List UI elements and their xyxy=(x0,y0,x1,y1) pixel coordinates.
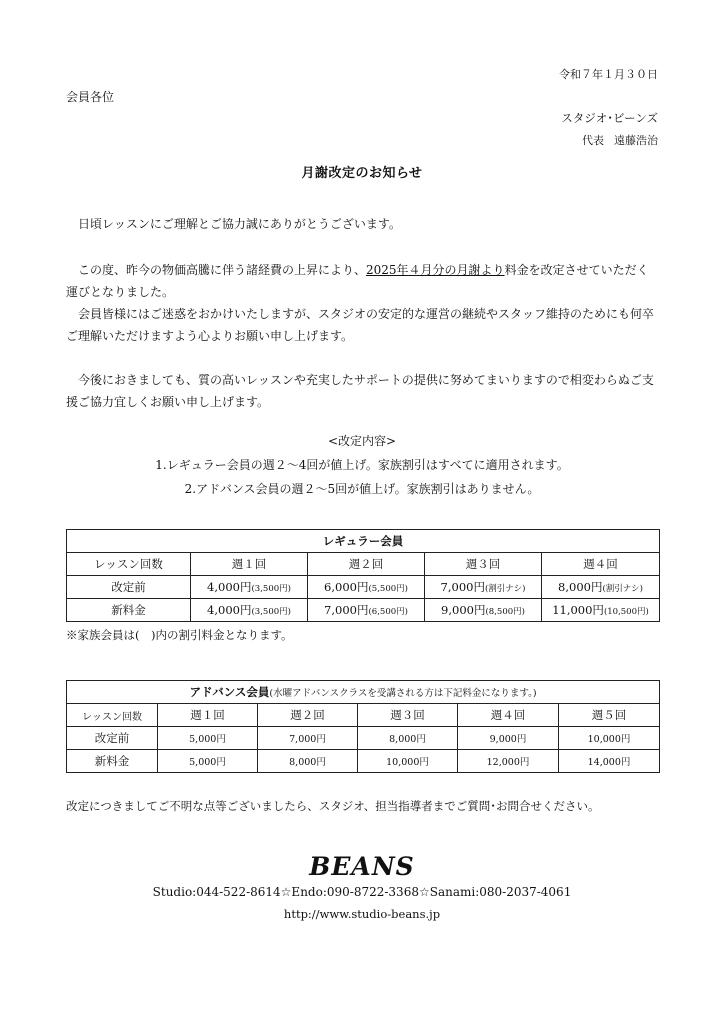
column-header: 週５回 xyxy=(559,704,660,727)
announcement-text-2: 料金を改定させていただく運びとなりました。 xyxy=(66,263,649,299)
price-family: (8,500円) xyxy=(485,607,525,617)
document-date: 令和７年１月３０日 xyxy=(559,68,658,81)
price-main: 8,000円 xyxy=(558,580,603,594)
price-main: 4,000円 xyxy=(207,580,252,594)
contact-line: Studio:044-522-8614☆Endo:090-8722-3368☆Sanami:080-2037-4061 xyxy=(152,885,572,899)
column-header: 週４回 xyxy=(458,704,559,727)
price-cell xyxy=(425,599,542,622)
row-label: 新料金 xyxy=(67,750,158,773)
advance-table-title xyxy=(67,681,660,704)
family-discount-note: ※家族会員は( )内の割引料金となります。 xyxy=(66,628,293,642)
rep-title: 代表 xyxy=(582,134,604,147)
column-header: 週２回 xyxy=(308,553,425,576)
price-main: 11,000円 xyxy=(552,603,604,617)
advance-table-header-row xyxy=(67,704,660,727)
price-family: (割引ナシ) xyxy=(602,584,643,594)
price-cell: 7,000円 xyxy=(258,727,358,750)
price-cell xyxy=(308,576,425,599)
document-title: 月謝改定のお知らせ xyxy=(301,166,423,181)
price-cell: 10,000円 xyxy=(358,750,458,773)
row-label: 改定前 xyxy=(67,727,158,750)
price-family: (3,500円) xyxy=(251,584,291,594)
logo-text: BEANS xyxy=(309,852,415,881)
table-row xyxy=(67,599,660,622)
row-label: 新料金 xyxy=(67,599,191,622)
table-row xyxy=(67,727,660,750)
price-main: 6,000円 xyxy=(324,580,369,594)
advance-title-note: (水曜アドバンスクラスを受講される方は下記料金になります。) xyxy=(269,688,537,699)
price-cell: 10,000円 xyxy=(559,727,660,750)
closing-text: 改定につきましてご不明な点等ございましたら、スタジオ、担当指導者までご質問･お問合せください。 xyxy=(66,799,600,813)
changes-heading: <改定内容> xyxy=(327,434,397,448)
price-cell: 8,000円 xyxy=(258,750,358,773)
column-header: 週２回 xyxy=(258,704,358,727)
price-family: (3,500円) xyxy=(251,607,291,617)
column-header: 週１回 xyxy=(191,553,308,576)
price-main: 9,000円 xyxy=(441,603,486,617)
table-row xyxy=(67,750,660,773)
sender-organization: スタジオ･ビーンズ xyxy=(561,111,658,125)
column-header: 週４回 xyxy=(542,553,660,576)
price-main: 4,000円 xyxy=(207,603,252,617)
beans-logo xyxy=(0,852,724,881)
addressee: 会員各位 xyxy=(66,90,115,104)
website-link[interactable]: http://www.studio-beans.jp xyxy=(283,907,441,921)
price-cell xyxy=(542,599,660,622)
price-cell xyxy=(425,576,542,599)
price-cell xyxy=(308,599,425,622)
effective-date-underlined: 2025年４月分の月謝より xyxy=(366,263,505,277)
price-main: 7,000円 xyxy=(440,580,485,594)
price-cell: 8,000円 xyxy=(358,727,458,750)
regular-table-title: レギュラー会員 xyxy=(67,530,660,553)
changes-item-1: 1.レギュラー会員の週２～4回が値上げ。家族割引はすべてに適用されます。 xyxy=(155,458,569,472)
column-header: レッスン回数 xyxy=(67,553,191,576)
price-cell: 5,000円 xyxy=(158,750,258,773)
regular-table-header-row xyxy=(67,553,660,576)
column-header: 週３回 xyxy=(425,553,542,576)
changes-item-2: 2.アドバンス会員の週２～5回が値上げ。家族割引はありません。 xyxy=(184,482,540,496)
price-family: (10,500円) xyxy=(603,607,649,617)
row-label: 改定前 xyxy=(67,576,191,599)
price-cell: 12,000円 xyxy=(458,750,559,773)
price-cell: 14,000円 xyxy=(559,750,660,773)
paragraph-commitment: 今後におきましても、質の高いレッスンや充実したサポートの提供に努めてまいりますので相変わらぬご支援ご協力宜しくお願い申し上げます。 xyxy=(66,373,654,409)
paragraph-apology: 会員皆様にはご迷惑をおかけいたしますが、スタジオの安定的な運営の継続やスタッフ維持のためにも何卒ご理解いただけますよう心よりお願い申し上げます。 xyxy=(66,307,655,343)
price-cell xyxy=(191,576,308,599)
price-cell: 9,000円 xyxy=(458,727,559,750)
paragraph-announcement xyxy=(66,259,658,303)
paragraph-greeting: 日頃レッスンにご理解とご協力誠にありがとうございます。 xyxy=(78,217,401,231)
price-family: (6,500円) xyxy=(368,607,408,617)
price-cell xyxy=(191,599,308,622)
regular-member-table xyxy=(66,529,660,622)
rep-name: 遠藤浩治 xyxy=(614,134,658,147)
sender-representative xyxy=(582,132,658,148)
column-header: レッスン回数 xyxy=(67,704,158,727)
announcement-text-1: この度、昨今の物価高騰に伴う諸経費の上昇により、 xyxy=(78,263,367,277)
table-row xyxy=(67,576,660,599)
column-header: 週１回 xyxy=(158,704,258,727)
advance-member-table xyxy=(66,680,660,773)
price-family: (割引ナシ) xyxy=(484,584,526,594)
price-main: 7,000円 xyxy=(324,603,369,617)
advance-title-main: アドバンス会員 xyxy=(189,685,270,699)
price-family: (5,500円) xyxy=(368,584,408,594)
column-header: 週３回 xyxy=(358,704,458,727)
price-cell: 5,000円 xyxy=(158,727,258,750)
price-cell xyxy=(542,576,660,599)
